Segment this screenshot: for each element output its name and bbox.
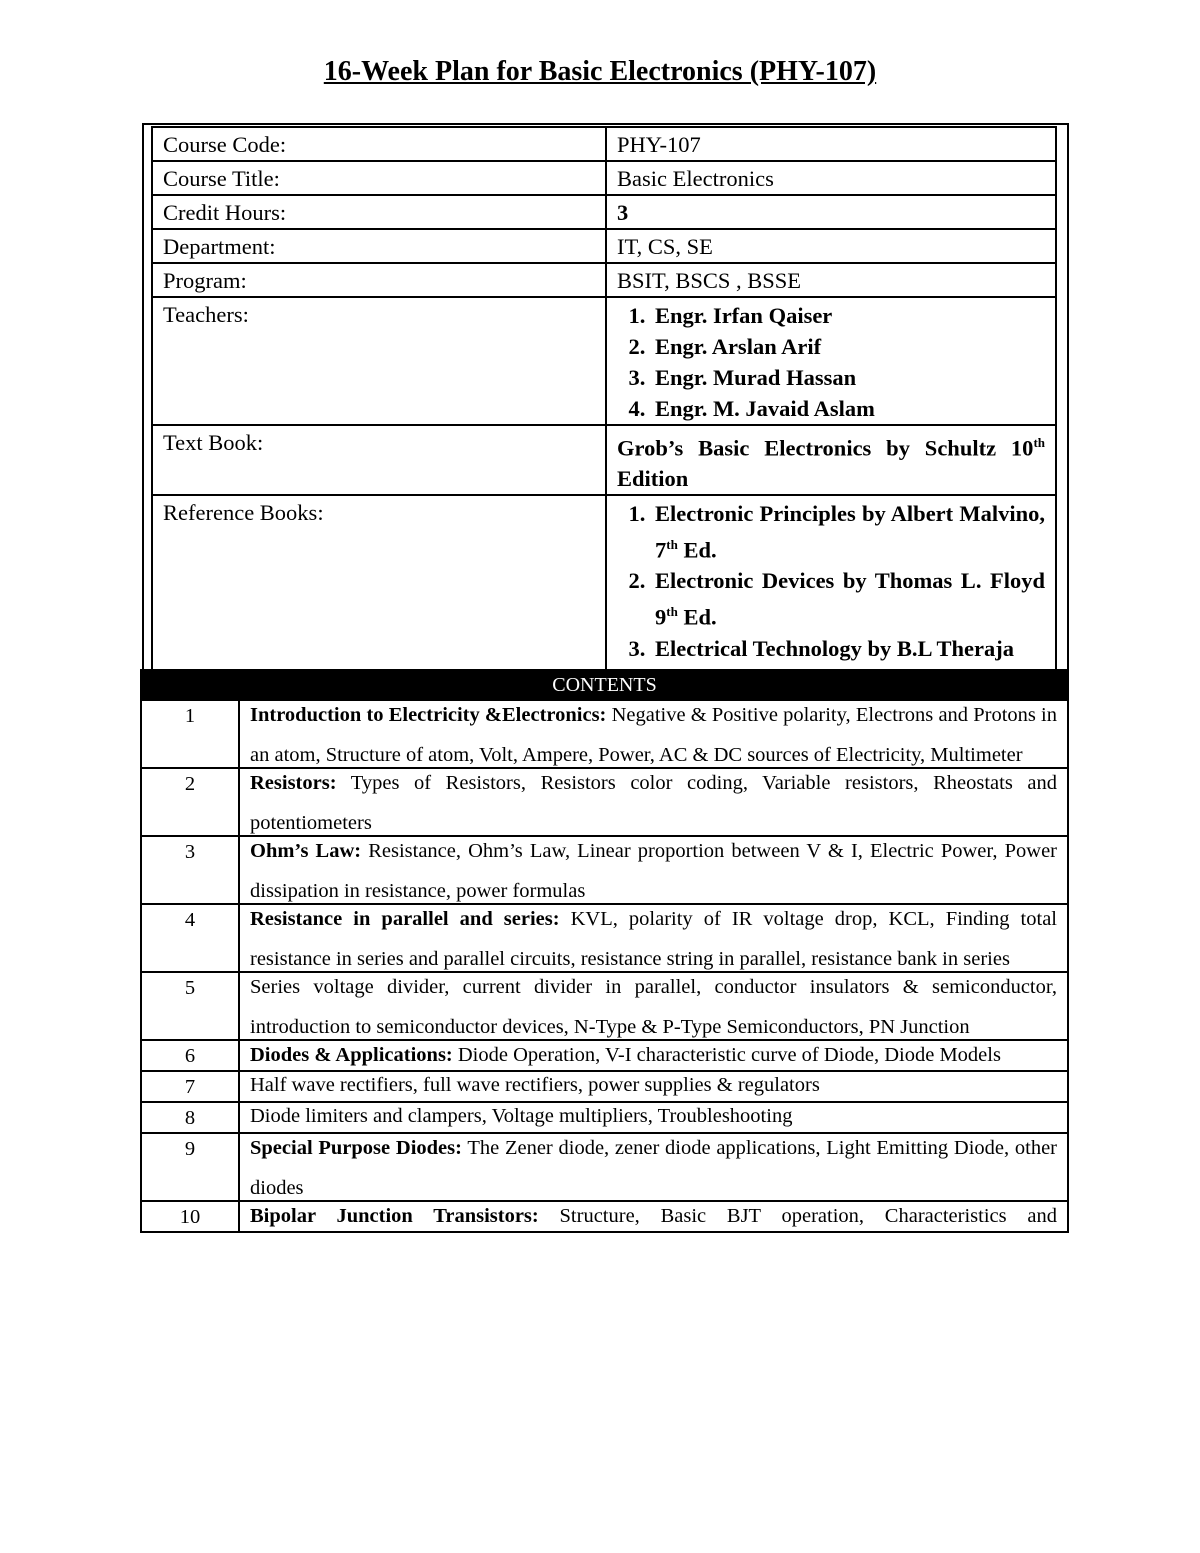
reference-books-label: Reference Books: xyxy=(152,495,606,671)
week-description xyxy=(239,1071,1068,1102)
textbook-main: Grob’s Basic Electronics by Schultz 10 xyxy=(617,435,1034,461)
textbook-sup: th xyxy=(1033,435,1045,450)
credit-hours-row xyxy=(152,195,1056,229)
course-title-value: Basic Electronics xyxy=(606,161,1056,195)
week-row xyxy=(141,836,1068,904)
week-topic: Resistance in parallel and series: xyxy=(250,908,560,930)
week-topic: Special Purpose Diodes: xyxy=(250,1137,462,1159)
reference-books-row xyxy=(152,495,1056,671)
week-text: Negative & Positive polarity, Electrons and Protons in an atom, Structure of atom, Volt, Ampere, Power, AC & DC sources of Electricity, Multimeter xyxy=(250,704,1058,766)
department-row xyxy=(152,229,1056,263)
teacher-item: 3. Engr. Murad Hassan xyxy=(651,362,1045,393)
week-text: Resistance, Ohm’s Law, Linear proportion between V & I, Electric Power, Power dissipation in resistance, power formulas xyxy=(250,840,1057,902)
week-description xyxy=(239,1133,1068,1201)
week-text: Structure, Basic BJT operation, Characteristics and xyxy=(538,1205,1057,1227)
program-value: BSIT, BSCS , BSSE xyxy=(606,263,1056,297)
textbook-row xyxy=(152,425,1056,495)
week-number: 4 xyxy=(141,904,239,972)
reference-book-item: 3. Electrical Technology by B.L Theraja xyxy=(651,633,1045,664)
week-topic: Introduction to Electricity &Electronics: xyxy=(250,704,607,726)
week-text: Series voltage divider, current divider in parallel, conductor insulators & semiconductor, introduction to semiconductor devices, N-Type & P-Type Semiconductors, PN Junction xyxy=(250,976,1057,1038)
week-row xyxy=(141,1040,1068,1071)
week-number: 10 xyxy=(141,1201,239,1232)
course-code-row xyxy=(152,127,1056,161)
week-number: 8 xyxy=(141,1102,239,1133)
course-code-label: Course Code: xyxy=(152,127,606,161)
week-topic: Resistors: xyxy=(250,772,337,794)
week-number: 3 xyxy=(141,836,239,904)
teachers-label: Teachers: xyxy=(152,297,606,425)
teachers-list xyxy=(617,300,1045,424)
week-text: Types of Resistors, Resistors color coding, Variable resistors, Rheostats and potentiometers xyxy=(250,772,1057,834)
week-row xyxy=(141,768,1068,836)
department-value: IT, CS, SE xyxy=(606,229,1056,263)
week-description xyxy=(239,1201,1068,1232)
weekly-contents-table xyxy=(140,699,1069,1233)
week-text: Diode limiters and clampers, Voltage multipliers, Troubleshooting xyxy=(250,1105,793,1127)
week-text: Half wave rectifiers, full wave rectifiers, power supplies & regulators xyxy=(250,1074,820,1096)
page-title: 16-Week Plan for Basic Electronics (PHY-107) xyxy=(323,56,877,87)
course-code-value: PHY-107 xyxy=(606,127,1056,161)
week-number: 7 xyxy=(141,1071,239,1102)
credit-hours-label: Credit Hours: xyxy=(152,195,606,229)
week-row xyxy=(141,1071,1068,1102)
reference-book-item: 1. Electronic Principles by Albert Malvino, 7th Ed. xyxy=(651,498,1045,566)
course-title-row xyxy=(152,161,1056,195)
week-description xyxy=(239,904,1068,972)
program-label: Program: xyxy=(152,263,606,297)
week-row xyxy=(141,1201,1068,1232)
week-description xyxy=(239,972,1068,1040)
department-label: Department: xyxy=(152,229,606,263)
teachers-row xyxy=(152,297,1056,425)
week-description xyxy=(239,1040,1068,1071)
week-number: 9 xyxy=(141,1133,239,1201)
teacher-item: 2. Engr. Arslan Arif xyxy=(651,331,1045,362)
week-description xyxy=(239,700,1068,768)
textbook-value xyxy=(606,425,1056,495)
week-topic: Ohm’s Law: xyxy=(250,840,362,862)
textbook-label: Text Book: xyxy=(152,425,606,495)
week-number: 2 xyxy=(141,768,239,836)
week-text: KVL, polarity of IR voltage drop, KCL, Finding total resistance in series and parallel circuits, resistance string in parallel, resistance bank in series xyxy=(250,908,1057,970)
week-number: 1 xyxy=(141,700,239,768)
week-row xyxy=(141,972,1068,1040)
week-row xyxy=(141,700,1068,768)
teachers-value xyxy=(606,297,1056,425)
week-row xyxy=(141,1133,1068,1201)
program-row xyxy=(152,263,1056,297)
credit-hours-value: 3 xyxy=(606,195,1056,229)
textbook-tail: Edition xyxy=(617,465,689,491)
course-info-table xyxy=(151,126,1057,672)
reference-books-value xyxy=(606,495,1056,671)
contents-header: CONTENTS xyxy=(140,669,1069,699)
week-description xyxy=(239,836,1068,904)
week-text: The Zener diode, zener diode applications, Light Emitting Diode, other diodes xyxy=(250,1137,1058,1199)
course-title-label: Course Title: xyxy=(152,161,606,195)
week-number: 5 xyxy=(141,972,239,1040)
week-topic: Diodes & Applications: xyxy=(250,1044,453,1066)
week-row xyxy=(141,904,1068,972)
week-description xyxy=(239,768,1068,836)
reference-book-item: 2. Electronic Devices by Thomas L. Floyd 9th Ed. xyxy=(651,565,1045,633)
week-number: 6 xyxy=(141,1040,239,1071)
week-text: Diode Operation, V-I characteristic curve of Diode, Diode Models xyxy=(452,1044,1001,1066)
week-topic: Bipolar Junction Transistors: xyxy=(250,1205,539,1227)
teacher-item: 4. Engr. M. Javaid Aslam xyxy=(651,393,1045,424)
reference-books-list xyxy=(617,498,1045,664)
teacher-item: 1. Engr. Irfan Qaiser xyxy=(651,300,1045,331)
